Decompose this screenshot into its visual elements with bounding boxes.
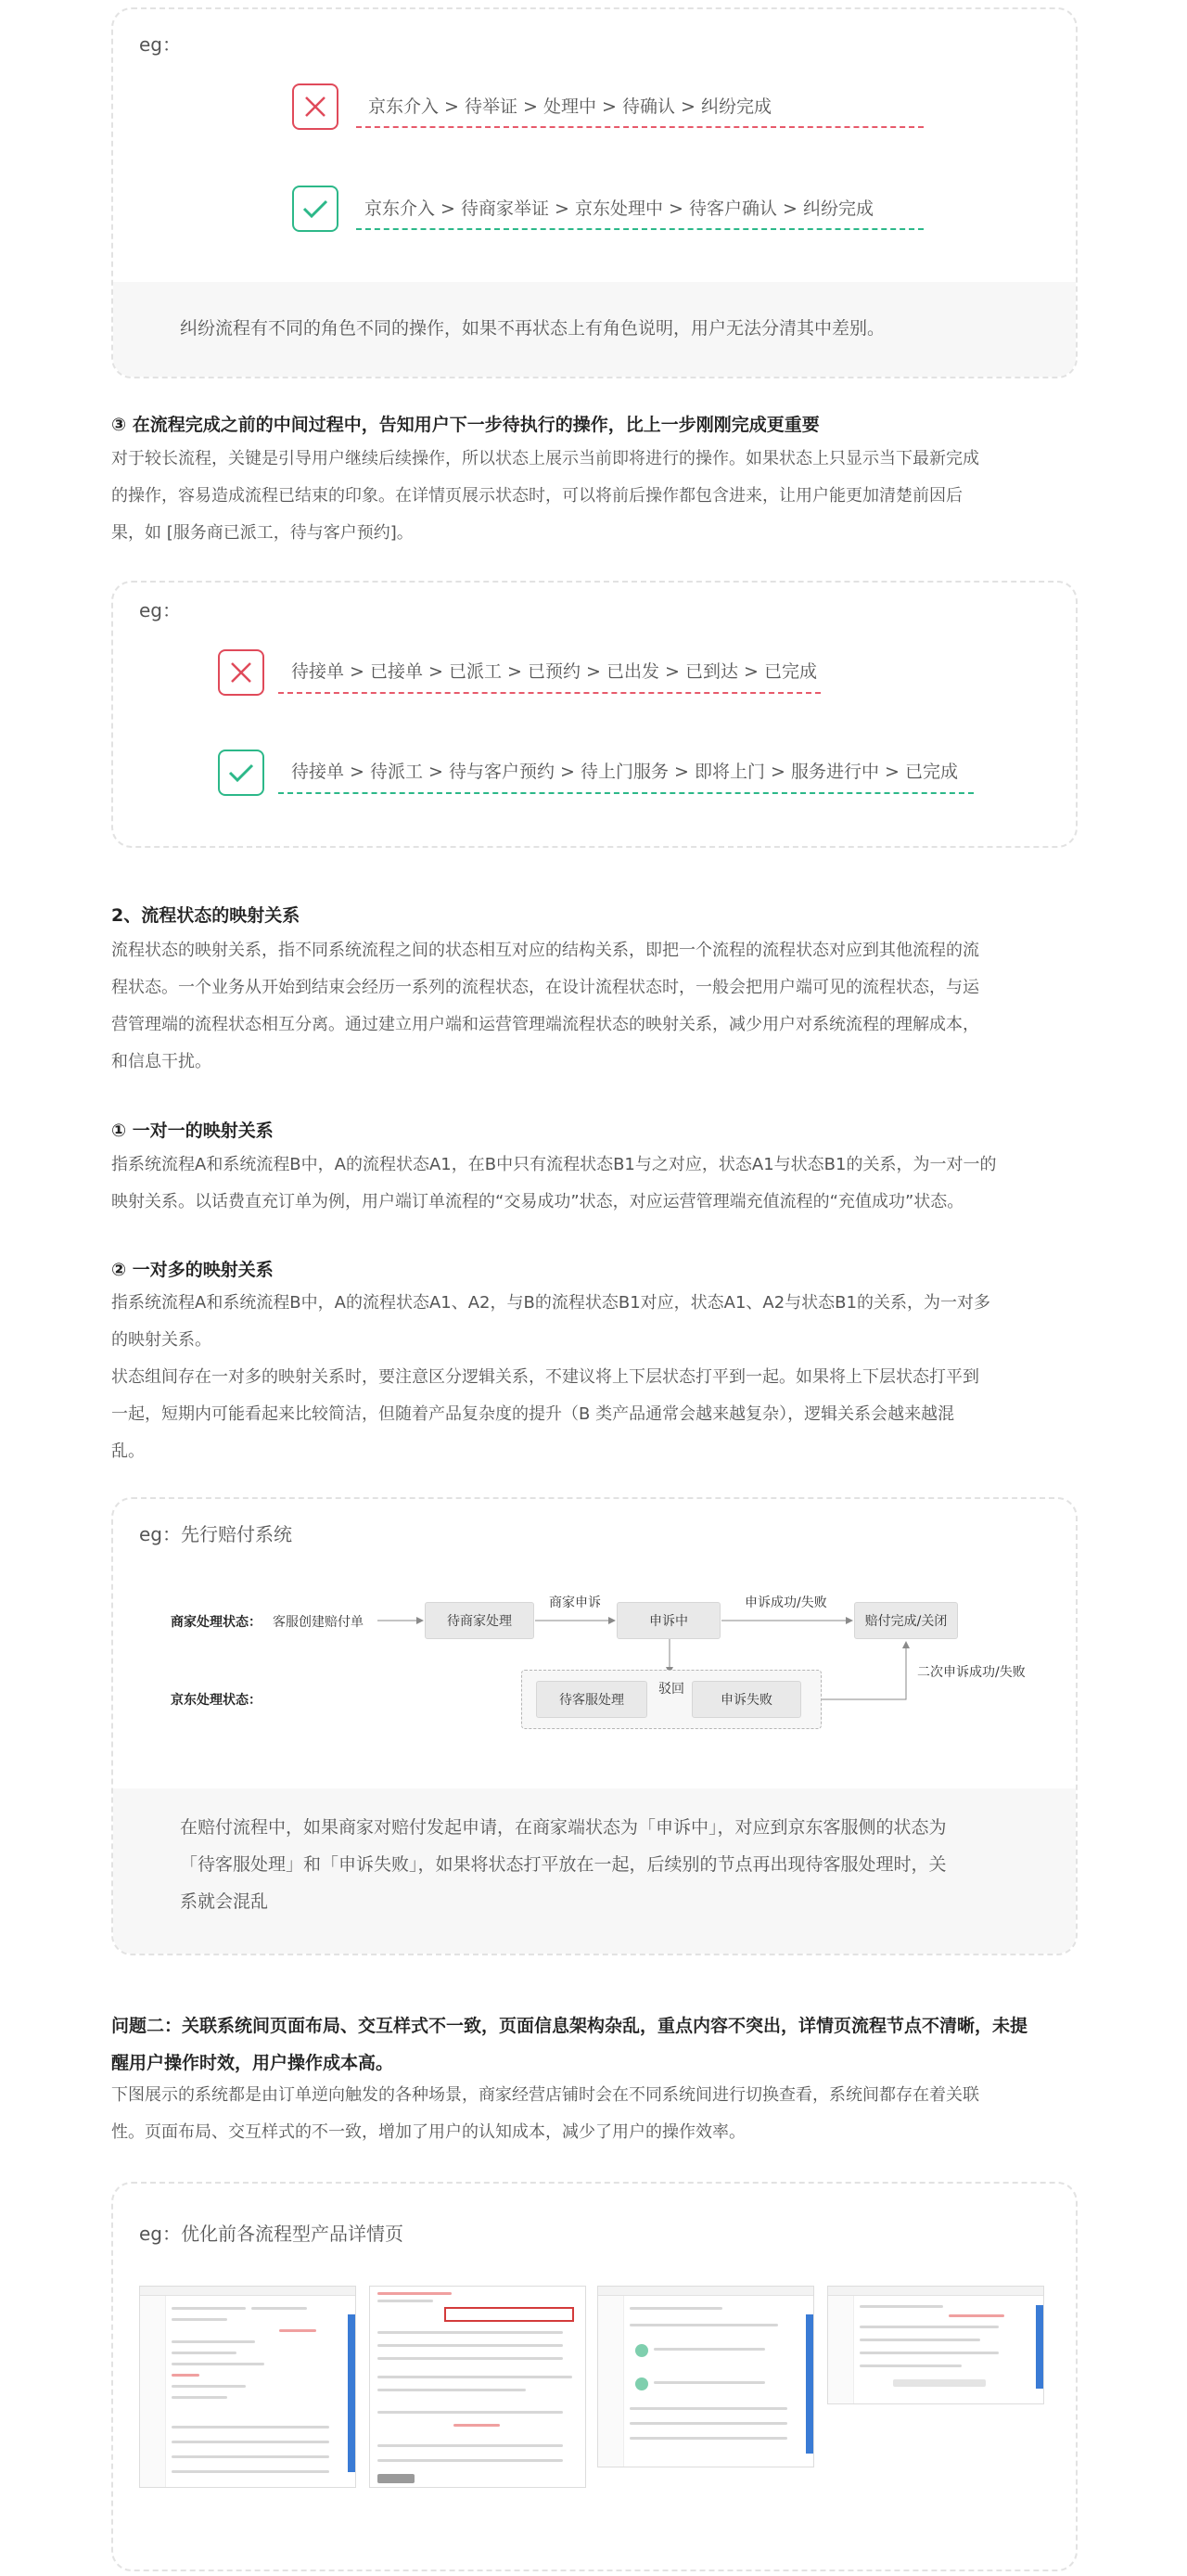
- edge-reject: 驳回: [658, 1682, 684, 1697]
- paragraph-line: 对于较长流程，关键是引导用户继续后续操作，所以状态上展示当前即将进行的操作。如果状态上只显示当下最新完成: [111, 449, 979, 468]
- wrong-status-flow: 待接单 > 已接单 > 已派工 > 已预约 > 已出发 > 已到达 > 已完成: [291, 661, 817, 682]
- right-status-flow: 京东介入 > 待商家举证 > 京东处理中 > 待客户确认 > 纠纷完成: [364, 199, 874, 219]
- box-pending-merchant: 待商家处理: [425, 1602, 534, 1639]
- merchant-row-label: 商家处理状态：: [171, 1615, 262, 1630]
- eg-label: eg：优化前各流程型产品详情页: [139, 2223, 403, 2245]
- paragraph-line: 程状态。一个业务从开始到结束会经历一系列的流程状态，在设计流程状态时，一般会把用户端可见的流程状态，与运: [111, 978, 979, 997]
- example-card-detail-pages: [111, 2182, 1078, 2571]
- box-pending-cs: 待客服处理: [536, 1681, 647, 1718]
- paragraph-one-to-one: [111, 1147, 1078, 1221]
- problem2-heading: [111, 2007, 1027, 2082]
- eg-label: eg：先行赔付系统: [139, 1523, 292, 1545]
- edge-second-appeal: 二次申诉成功/失败: [917, 1665, 1026, 1680]
- edge-merchant-appeal: 商家申诉: [549, 1596, 601, 1610]
- example-card-dispute-flow: [111, 7, 1078, 378]
- right-flow-underline: [356, 228, 924, 230]
- right-mark: [292, 186, 338, 232]
- card-note: [113, 282, 1076, 377]
- box-appeal-failed: 申诉失败: [692, 1681, 801, 1718]
- detail-page-screenshot: [597, 2286, 814, 2467]
- wrong-mark: [218, 649, 264, 696]
- paragraph-problem2: [111, 2077, 1078, 2151]
- box-appealing: 申诉中: [617, 1602, 721, 1639]
- right-mark: [218, 750, 264, 796]
- jd-row-label: 京东处理状态：: [171, 1693, 262, 1708]
- note-text: [180, 1809, 947, 1920]
- note-line: 「待客服处理」和「申诉失败」，如果将状态打平放在一起，后续别的节点再出现待客服处理时，关: [180, 1854, 947, 1875]
- start-label: 客服创建赔付单: [273, 1615, 364, 1630]
- paragraph-line: 状态组间存在一对多的映射关系时，要注意区分逻辑关系，不建议将上下层状态打平到一起。如果将上下层状态打平到: [111, 1367, 979, 1387]
- paragraph-line: 的操作，容易造成流程已结束的印象。在详情页展示状态时，可以将前后操作都包含进来，让用户能更加清楚前因后: [111, 486, 963, 506]
- paragraph-line: 一起，短期内可能看起来比较简洁，但随着产品复杂度的提升（B 类产品通常会越来越复杂），逻辑关系会越来越混: [111, 1404, 955, 1424]
- section-heading-mapping: 2、流程状态的映射关系: [111, 905, 300, 926]
- check-icon: [226, 759, 256, 787]
- eg-label: eg：: [139, 599, 181, 622]
- paragraph-line: 映射关系。以话费直充订单为例，用户端订单流程的“交易成功”状态，对应运营管理端充值流程的“充值成功”状态。: [111, 1192, 964, 1211]
- edge-appeal-result: 申诉成功/失败: [745, 1596, 827, 1610]
- section-heading-point3: ③ 在流程完成之前的中间过程中，告知用户下一步待执行的操作，比上一步刚刚完成更重要: [111, 415, 820, 435]
- paragraph-one-to-many: [111, 1285, 1078, 1470]
- heading-line: 问题二：关联系统间页面布局、交互样式不一致，页面信息架构杂乱，重点内容不突出，详情页流程节点不清晰，未提: [111, 2016, 1028, 2036]
- wrong-flow-underline: [278, 692, 821, 694]
- paragraph-line: 营管理端的流程状态相互分离。通过建立用户端和运营管理端流程状态的映射关系，减少用户对系统流程的理解成本，: [111, 1015, 979, 1034]
- right-status-flow: 待接单 > 待派工 > 待与客户预约 > 待上门服务 > 即将上门 > 服务进行中 > 已完成: [291, 762, 958, 782]
- paragraph-line: 下图展示的系统都是由订单逆向触发的各种场景，商家经营店铺时会在不同系统间进行切换查看，系统间都存在着关联: [111, 2085, 979, 2105]
- eg-label: eg：: [139, 33, 181, 56]
- wrong-mark: [292, 83, 338, 130]
- heading-line: 醒用户操作时效，用户操作成本高。: [111, 2053, 394, 2073]
- card-note: [113, 1788, 1076, 1954]
- detail-page-screenshot: [369, 2286, 586, 2488]
- paragraph-line: 和信息干扰。: [111, 1052, 211, 1071]
- detail-page-screenshot: [139, 2286, 356, 2488]
- paragraph-line: 指系统流程A和系统流程B中，A的流程状态A1，在B中只有流程状态B1与之对应，状态A1与状态B1的关系，为一对一的: [111, 1155, 997, 1174]
- paragraph-mapping: [111, 932, 1078, 1081]
- section-heading-one-to-many: ② 一对多的映射关系: [111, 1260, 274, 1280]
- paragraph-line: 流程状态的映射关系，指不同系统流程之间的状态相互对应的结构关系，即把一个流程的流程状态对应到其他流程的流: [111, 941, 979, 960]
- example-card-compensation: [111, 1497, 1078, 1955]
- section-heading-one-to-one: ① 一对一的映射关系: [111, 1121, 274, 1141]
- note-text: 纠纷流程有不同的角色不同的操作，如果不再状态上有角色说明，用户无法分清其中差别。: [180, 318, 886, 339]
- paragraph-point3: [111, 441, 1078, 552]
- right-flow-underline: [278, 792, 974, 794]
- box-done: 赔付完成/关闭: [854, 1602, 958, 1639]
- paragraph-line: 指系统流程A和系统流程B中，A的流程状态A1、A2，与B的流程状态B1对应，状态A1、A2与状态B1的关系，为一对多: [111, 1293, 990, 1313]
- note-line: 在赔付流程中，如果商家对赔付发起申请，在商家端状态为「申诉中」，对应到京东客服侧的状态为: [180, 1817, 947, 1838]
- paragraph-line: 果，如 [服务商已派工，待与客户预约]。: [111, 523, 414, 543]
- paragraph-line: 的映射关系。: [111, 1330, 211, 1350]
- paragraph-line: 性。页面布局、交互样式的不一致，增加了用户的认知成本，减少了用户的操作效率。: [111, 2122, 746, 2142]
- cross-icon: [301, 93, 329, 121]
- example-card-service-flow: [111, 581, 1078, 848]
- wrong-flow-underline: [356, 126, 924, 128]
- detail-page-screenshot: [827, 2286, 1044, 2404]
- wrong-status-flow: 京东介入 > 待举证 > 处理中 > 待确认 > 纠纷完成: [368, 96, 772, 117]
- note-line: 系就会混乱: [180, 1891, 269, 1912]
- check-icon: [300, 195, 330, 223]
- paragraph-line: 乱。: [111, 1442, 145, 1461]
- cross-icon: [227, 659, 255, 686]
